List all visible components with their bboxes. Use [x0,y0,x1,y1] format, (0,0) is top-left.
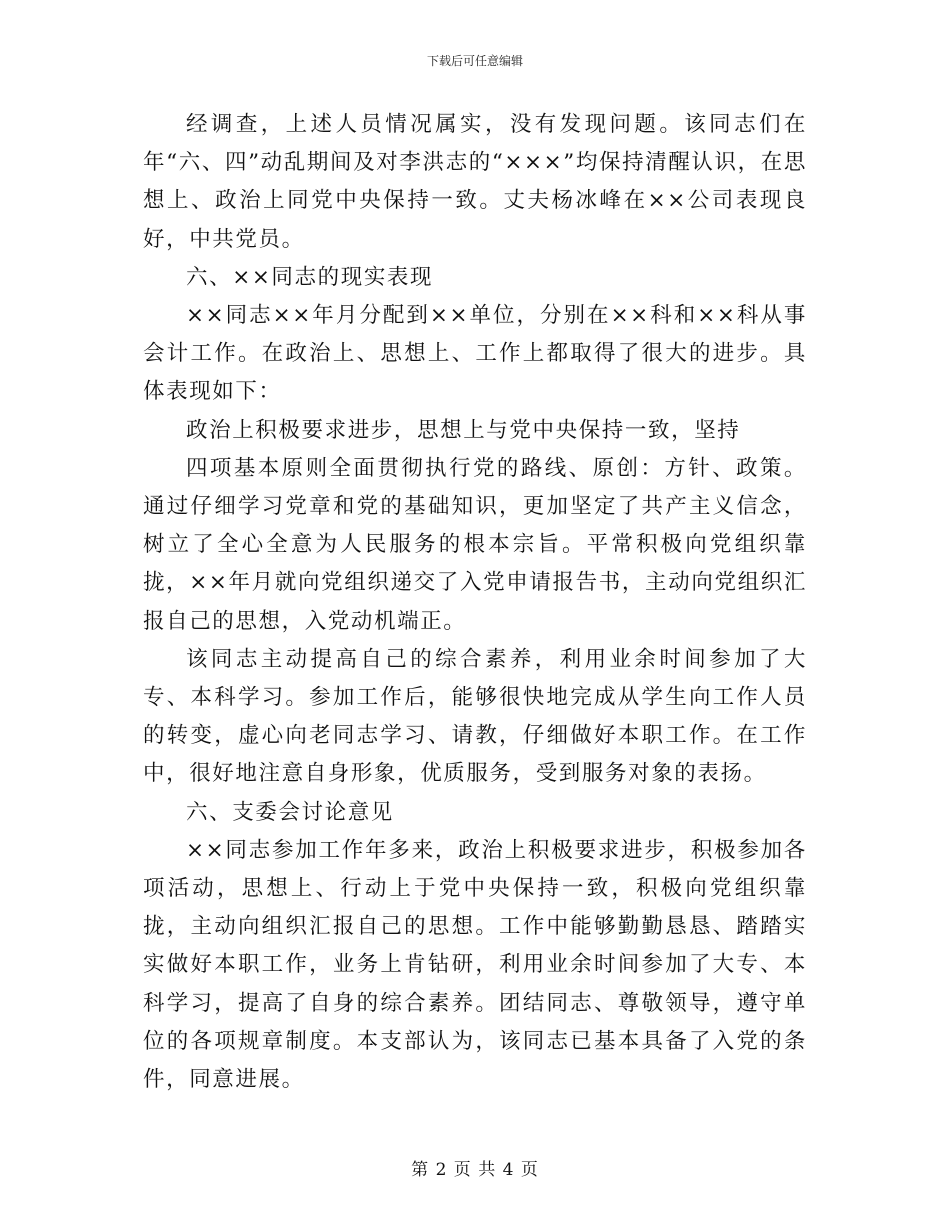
paragraph-investigation-result: 经调查，上述人员情况属实，没有发现问题。该同志们在年“六、四”动乱期间及对李洪志的“×××”均保持清醒认识，在思想上、政治上同党中央保持一致。丈夫杨冰峰在××公司表现良好，中共党员。 [143,112,807,252]
header-note: 下载后可任意编辑 [426,54,523,68]
document-body [143,106,807,1099]
paragraph-committee-conclusion: ××同志参加工作年多来，政治上积极要求进步，积极参加各项活动，思想上、行动上于党中央保持一致，积极向党组织靠拢，主动向组织汇报自己的思想。工作中能够勤勤恳恳、踏踏实实做好本职工作，业务上肯钻研，利用业余时间参加了大专、本科学习，提高了自身的综合素养。团结同志、尊敬领导，遵守单位的各项规章制度。本支部认为，该同志已基本具备了入党的条件，同意进展。 [143,837,807,1093]
section-heading-actual-performance: 六、××同志的现实表现 [186,264,434,290]
section-heading-committee-opinion: 六、支委会讨论意见 [186,799,394,825]
paragraph-political-progress: 政治上积极要求进步，思想上与党中央保持一致，坚持 [186,417,741,443]
page-number-footer: 第 2 页 共 4 页 [411,1160,539,1180]
paragraph-self-improvement: 该同志主动提高自己的综合素养，利用业余时间参加了大专、本科学习。参加工作后，能够很快地完成从学生向工作人员的转变，虚心向老同志学习、请教，仔细做好本职工作。在工作中，很好地注意自身形象，优质服务，受到服务对象的表扬。 [143,646,807,787]
paragraph-work-assignment: ××同志××年月分配到××单位，分别在××科和××科从事会计工作。在政治上、思想上、工作上都取得了很大的进步。具体表现如下： [143,303,807,405]
paragraph-four-principles: 四项基本原则全面贯彻执行党的路线、原创：方针、政策。通过仔细学习党章和党的基础知识，更加坚定了共产主义信念，树立了全心全意为人民服务的根本宗旨。平常积极向党组织靠拢，××年月就向党组织递交了入党申请报告书，主动向党组织汇报自己的思想，入党动机端正。 [143,455,807,634]
